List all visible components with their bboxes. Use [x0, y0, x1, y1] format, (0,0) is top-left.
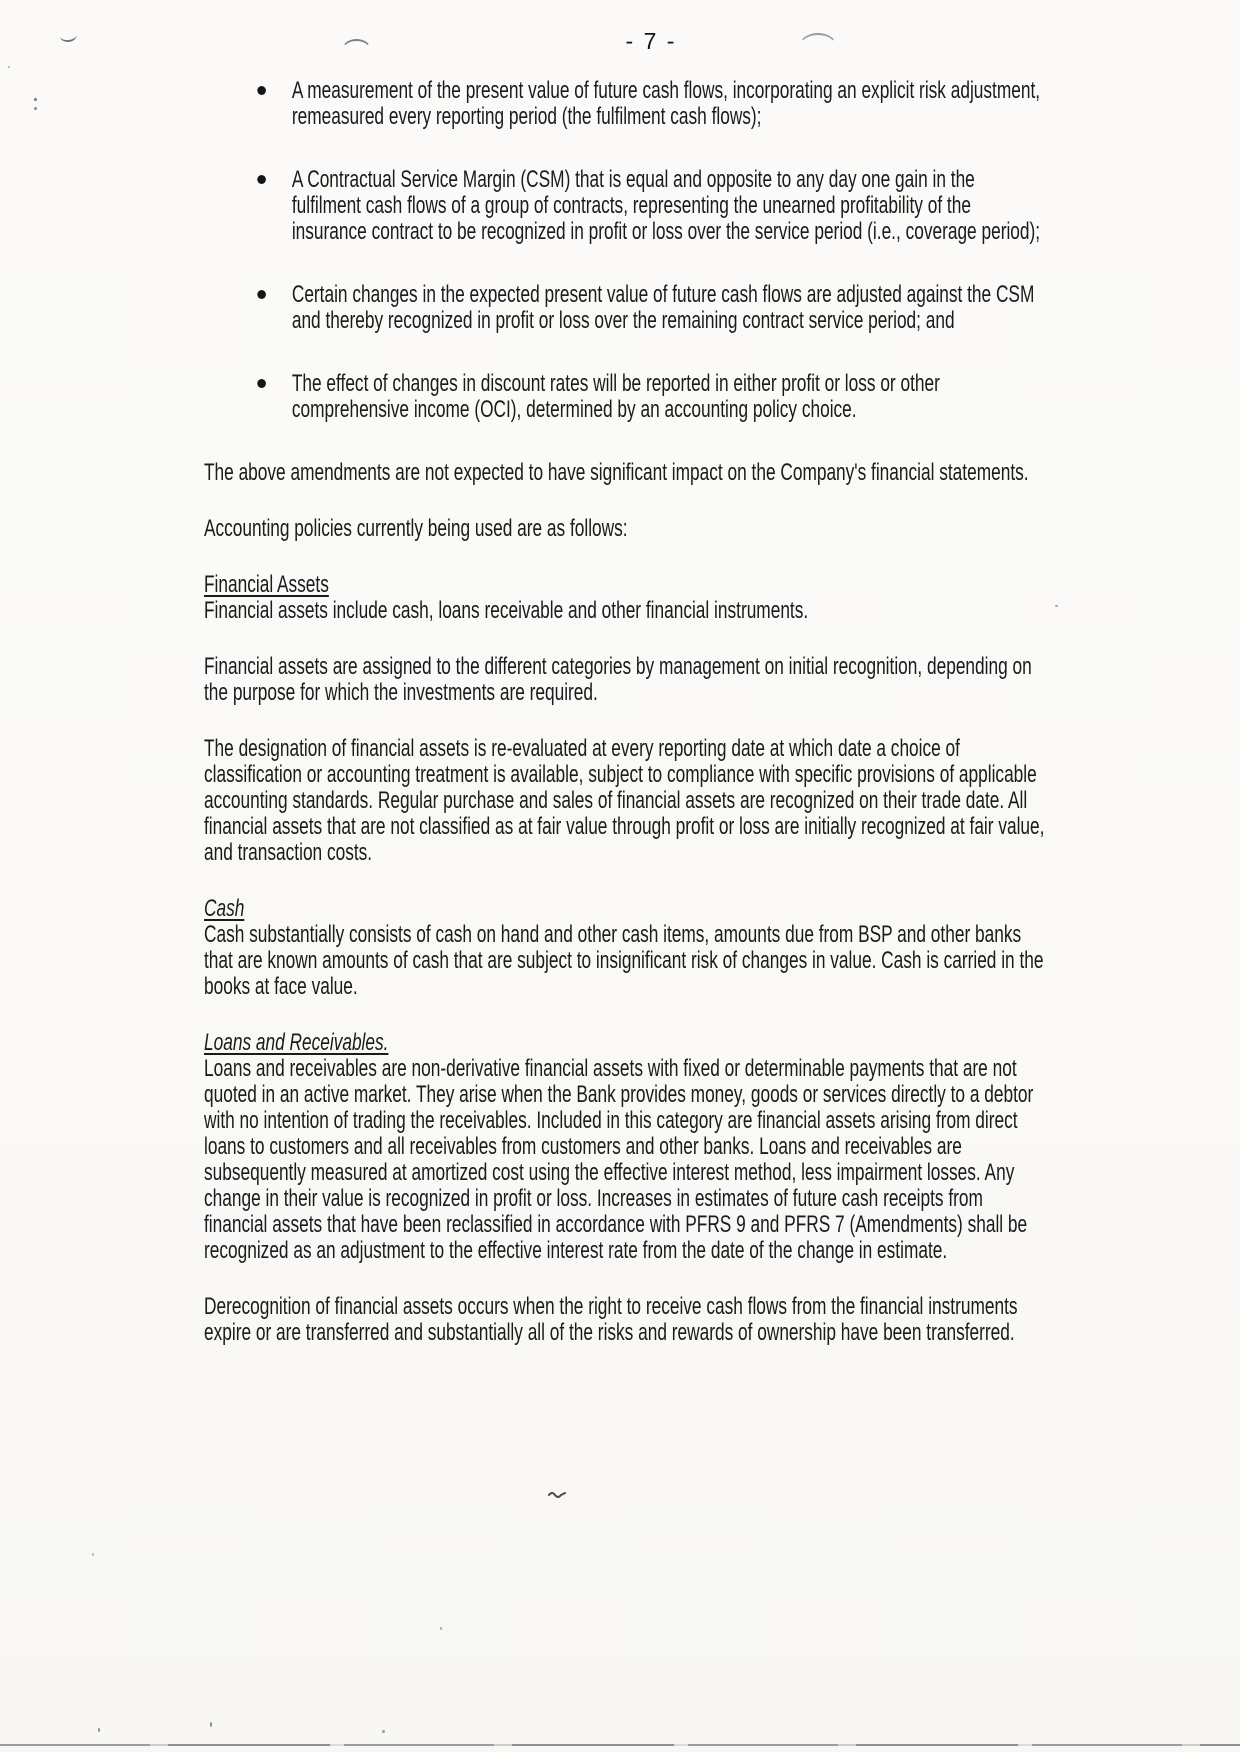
page-number: - 7 -	[625, 28, 677, 54]
bullet-text: A Contractual Service Margin (CSM) that is equal and opposite to any day one gain in the fulfilment cash flows of a group of contracts, representing the unearned profitability of the insurance contract to be recognized in profit or loss over the service period (i.e., coverage period);	[291, 166, 1041, 245]
bullet-list	[204, 78, 1047, 423]
paragraph-accounting-policies-intro: Accounting policies currently being used are as follows:	[204, 515, 628, 542]
scan-artifact-scribble	[548, 1487, 566, 1505]
scan-speck	[92, 1553, 94, 1556]
scan-artifact-dots	[34, 98, 37, 101]
bullet-item-contractual-service-margin	[204, 167, 1047, 245]
scan-speck	[1055, 605, 1058, 607]
bullet-text: The effect of changes in discount rates will be reported in either profit or loss or other comprehensive income (OCI), determined by an accounting policy choice.	[291, 370, 940, 423]
section-financial-assets	[204, 572, 1047, 866]
bullet-item-discount-rates	[204, 371, 1047, 423]
section-loans-and-receivables	[204, 1030, 1047, 1346]
paragraph-cash-definition: Cash substantially consists of cash on hand and other cash items, amounts due from BSP and other banks that are known amounts of cash that are subject to insignificant risk of changes in value. Cash is carried in the books at face value.	[204, 921, 1044, 1000]
bullet-icon	[257, 290, 266, 299]
scan-speck	[440, 1627, 442, 1630]
heading-financial-assets: Financial Assets	[204, 571, 329, 598]
bullet-text: A measurement of the present value of future cash flows, incorporating an explicit risk adjustment, remeasured every reporting period (the fulfilment cash flows);	[291, 77, 1041, 130]
paragraph-loans-receivables-definition: Loans and receivables are non-derivative financial assets with fixed or determinable payments that are not quoted in an active market. They arise when the Bank provides money, goods or services directly to a debtor with no intention of trading the receivables. Included in this category are financial assets arising from direct loans to customers and all receivables from customers and other banks. Loans and receivables are subsequently measured at amortized cost using the effective interest method, less impairment losses. Any change in their value is recognized in profit or loss. Increases in estimates of future cash receipts from financial assets that have been reclassified in accordance with PFRS 9 and PFRS 7 (Amendments) shall be recognized as an adjustment to the effective interest rate from the date of the change in estimate.	[204, 1055, 1034, 1264]
paragraph-financial-assets-categories: Financial assets are assigned to the different categories by management on initial recognition, depending on the purpose for which the investments are required.	[204, 653, 1032, 706]
scan-artifact-arc-left	[342, 39, 371, 50]
document-content	[204, 78, 1047, 1376]
paragraph-financial-assets-definition: Financial assets include cash, loans receivable and other financial instruments.	[204, 597, 809, 624]
scan-speck	[382, 1730, 385, 1733]
bullet-icon	[257, 175, 266, 184]
heading-loans-and-receivables: Loans and Receivables.	[204, 1029, 389, 1056]
bullet-item-fulfilment-cash-flows	[204, 78, 1047, 130]
scan-page-bottom-edge	[0, 1744, 1240, 1746]
paragraph-financial-assets-designation: The designation of financial assets is re-evaluated at every reporting date at which date a choice of classification or accounting treatment is available, subject to compliance with specific provisions of applicable accounting standards. Regular purchase and sales of financial assets are recognized on their trade date. All financial assets that are not classified as at fair value through profit or loss are initially recognized at fair value, and transaction costs.	[204, 735, 1045, 866]
bullet-text: Certain changes in the expected present value of future cash flows are adjusted against the CSM and thereby recognized in profit or loss over the remaining contract service period; and	[291, 281, 1035, 334]
scan-speck	[98, 1728, 100, 1732]
section-cash	[204, 896, 1047, 1000]
scan-speck	[210, 1722, 212, 1727]
bullet-icon	[257, 86, 266, 95]
scan-speck	[8, 66, 10, 68]
heading-cash: Cash	[204, 895, 245, 922]
scan-artifact-arc-right	[799, 33, 837, 47]
paragraph-derecognition: Derecognition of financial assets occurs when the right to receive cash flows from the financial instruments expire or are transferred and substantially all of the risks and rewards of ownership have been transferred.	[204, 1293, 1018, 1346]
bullet-icon	[257, 379, 266, 388]
paragraph-amendments-impact: The above amendments are not expected to have significant impact on the Company's financial statements.	[204, 459, 1029, 486]
scan-artifact-squiggle	[60, 33, 78, 43]
bullet-item-csm-changes	[204, 282, 1047, 334]
